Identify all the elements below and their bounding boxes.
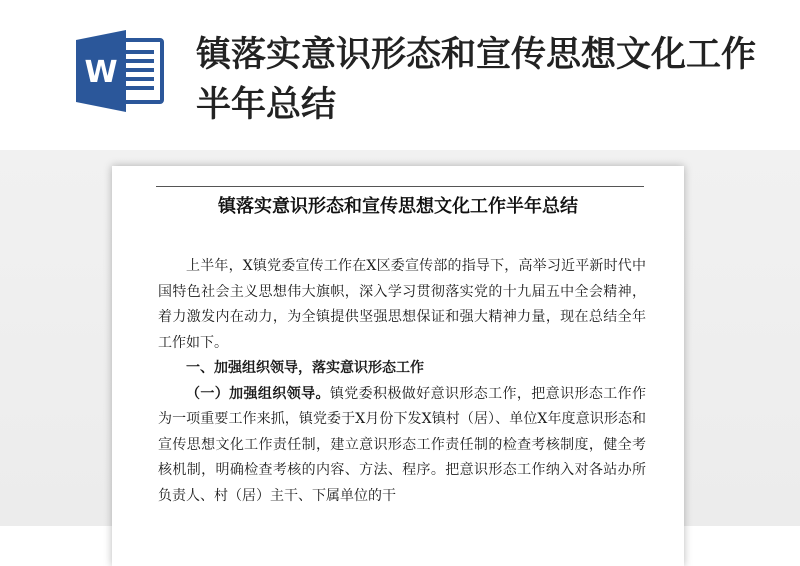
word-icon-letter: W [84, 55, 118, 90]
page-top-rule [156, 186, 644, 187]
document-body [158, 254, 646, 509]
document-page [112, 166, 684, 566]
document-title: 镇落实意识形态和宣传思想文化工作半年总结 [218, 196, 578, 217]
page-header [0, 0, 800, 150]
paragraph-intro: 上半年，X镇党委宣传工作在X区委宣传部的指导下，高举习近平新时代中国特色社会主义思想伟大旗帜，深入学习贯彻落实党的十九届五中全会精神，着力激发内在动力，为全镇提供坚强思想保证和强大精神力量，现在总结全年工作如下。 [158, 258, 646, 351]
header-title: 镇落实意识形态和宣传思想文化工作半年总结 [196, 35, 757, 125]
paragraph-organization-text: 镇党委积极做好意识形态工作，把意识形态工作作为一项重要工作来抓，镇党委于X月份下发X镇村（居）、单位X年度意识形态和宣传思想文化工作责任制，建立意识形态工作责任制的检查考核制度，健全考核机制，明确检查考核的内容、方法、程序。把意识形态工作纳入对各站办所负责人、村（居）主干、下属单位的干 [158, 385, 647, 504]
word-icon [74, 30, 166, 112]
section-heading-1: 一、加强组织领导，落实意识形态工作 [186, 360, 424, 376]
paragraph-lead: （一）加强组织领导。 [186, 385, 330, 402]
paragraph-organization [158, 382, 646, 510]
